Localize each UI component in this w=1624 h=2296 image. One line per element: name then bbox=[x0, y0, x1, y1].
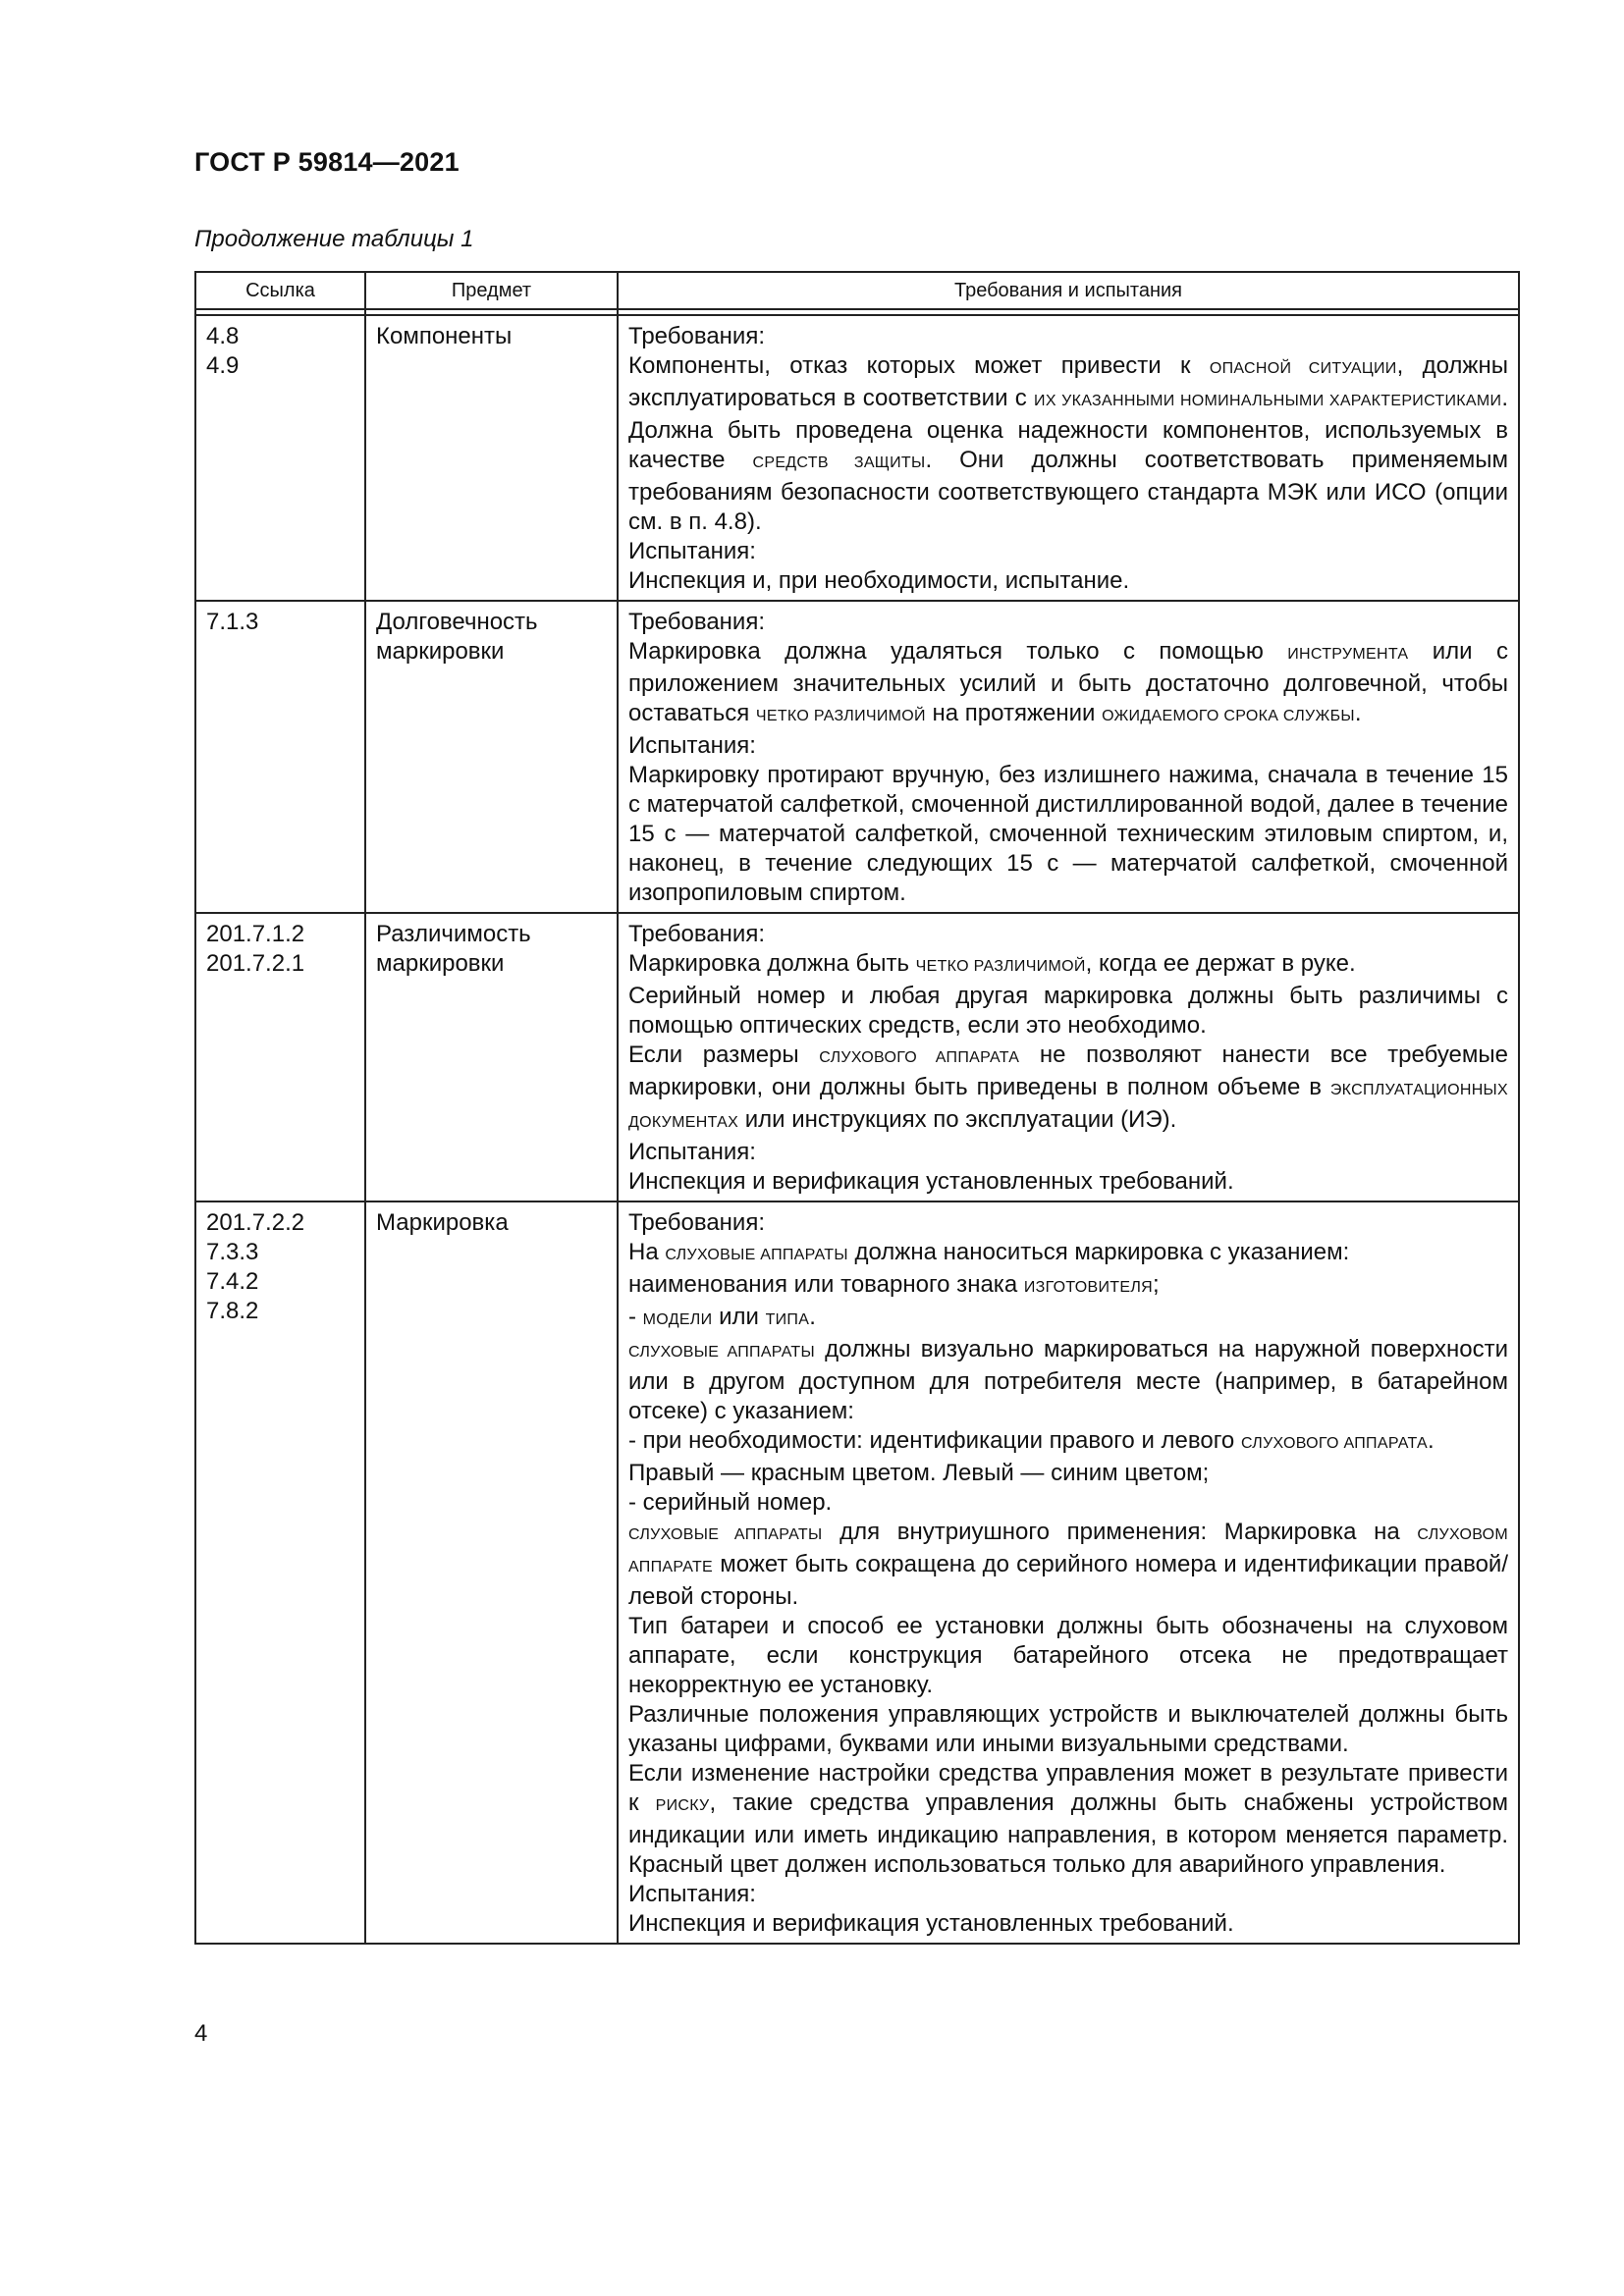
reference-cell bbox=[195, 315, 365, 601]
requirement-text: - при необходимости: идентификации правого и левого СЛУХОВОГО АППАРАТА. bbox=[628, 1427, 1435, 1454]
requirement-text: На СЛУХОВЫЕ АППАРАТЫ должна наноситься маркировка с указанием: bbox=[628, 1239, 1350, 1265]
reference: 201.7.2.1 bbox=[206, 950, 305, 977]
reference-cell bbox=[195, 913, 365, 1201]
tests-label: Испытания: bbox=[628, 1139, 756, 1165]
requirement-text: - серийный номер. bbox=[628, 1489, 833, 1516]
requirement-text: наименования или товарного знака ИЗГОТОВИТЕЛЯ; bbox=[628, 1271, 1160, 1298]
reference: 7.8.2 bbox=[206, 1298, 259, 1324]
column-header-subject: Предмет bbox=[365, 272, 618, 309]
requirement-text: Если изменение настройки средства управления может в результате привести к РИСКУ, такие средства управления должны быть снабжены устройством индикации или иметь индикацию направления, в котором меняется параметр. Красный цвет должен использоваться только для аварийного управления. bbox=[628, 1760, 1508, 1878]
test-text: Инспекция и верификация установленных требований. bbox=[628, 1910, 1234, 1937]
requirement-text: Маркировка должна удаляться только с помощью ИНСТРУМЕНТА или с приложением значительных усилий и быть достаточно долговечной, чтобы оставаться ЧЕТКО РАЗЛИЧИМОЙ на протяжении ОЖИДАЕМОГО СРОКА СЛУЖБЫ. bbox=[628, 638, 1508, 726]
reference: 7.1.3 bbox=[206, 609, 259, 635]
document-header: ГОСТ Р 59814—2021 bbox=[194, 147, 460, 177]
requirement-text: Правый — красным цветом. Левый — синим цветом; bbox=[628, 1460, 1210, 1486]
reference-cell bbox=[195, 601, 365, 913]
table-header-row bbox=[195, 272, 1519, 309]
reference: 7.4.2 bbox=[206, 1268, 259, 1295]
requirements-cell bbox=[618, 913, 1519, 1201]
test-text: Маркировку протирают вручную, без излишнего нажима, сначала в течение 15 с матерчатой салфеткой, смоченной дистиллированной водой, далее в течение 15 с — матерчатой салфеткой, смоченной техническим этиловым спиртом, и, наконец, в течение следующих 15 с — матерчатой салфеткой, смоченной изопропиловым спиртом. bbox=[628, 762, 1508, 906]
requirements-cell bbox=[618, 601, 1519, 913]
subject-cell: Компоненты bbox=[365, 315, 618, 601]
requirements-label: Требования: bbox=[628, 609, 765, 635]
requirement-text: Тип батареи и способ ее установки должны быть обозначены на слуховом аппарате, если конструкция батарейного отсека не предотвращает некорректную ее установку. bbox=[628, 1613, 1508, 1698]
table-row bbox=[195, 315, 1519, 601]
tests-label: Испытания: bbox=[628, 732, 756, 759]
requirement-text: Маркировка должна быть ЧЕТКО РАЗЛИЧИМОЙ, когда ее держат в руке. bbox=[628, 950, 1356, 977]
requirement-text: Различные положения управляющих устройств и выключателей должны быть указаны цифрами, буквами или иными визуальными средствами. bbox=[628, 1701, 1508, 1757]
reference: 7.3.3 bbox=[206, 1239, 259, 1265]
requirement-text: Серийный номер и любая другая маркировка должны быть различимы с помощью оптических средств, если это необходимо. bbox=[628, 983, 1508, 1039]
requirements-cell bbox=[618, 315, 1519, 601]
requirements-label: Требования: bbox=[628, 1209, 765, 1236]
subject-cell: Различимость маркировки bbox=[365, 913, 618, 1201]
reference: 201.7.1.2 bbox=[206, 921, 305, 947]
requirements-cell bbox=[618, 1201, 1519, 1944]
requirement-text: - МОДЕЛИ или ТИПА. bbox=[628, 1304, 816, 1330]
subject-cell: Маркировка bbox=[365, 1201, 618, 1944]
table-row bbox=[195, 601, 1519, 913]
test-text: Инспекция и верификация установленных требований. bbox=[628, 1168, 1234, 1195]
tests-label: Испытания: bbox=[628, 538, 756, 564]
column-header-requirements: Требования и испытания bbox=[618, 272, 1519, 309]
reference: 201.7.2.2 bbox=[206, 1209, 305, 1236]
table-row bbox=[195, 913, 1519, 1201]
requirement-text: СЛУХОВЫЕ АППАРАТЫ должны визуально маркироваться на наружной поверхности или в другом доступном для потребителя месте (например, в батарейном отсеке) с указанием: bbox=[628, 1336, 1508, 1424]
table-row bbox=[195, 1201, 1519, 1944]
requirement-text: Если размеры СЛУХОВОГО АППАРАТА не позволяют нанести все требуемые маркировки, они должны быть приведены в полном объеме в ЭКСПЛУАТАЦИОННЫХ ДОКУМЕНТАХ или инструкциях по эксплуатации (ИЭ). bbox=[628, 1041, 1508, 1133]
requirements-label: Требования: bbox=[628, 921, 765, 947]
requirements-label: Требования: bbox=[628, 323, 765, 349]
requirements-table bbox=[194, 271, 1520, 1945]
test-text: Инспекция и, при необходимости, испытание. bbox=[628, 567, 1130, 594]
page-number: 4 bbox=[194, 2020, 208, 2047]
column-header-reference: Ссылка bbox=[195, 272, 365, 309]
tests-label: Испытания: bbox=[628, 1881, 756, 1907]
reference-cell bbox=[195, 1201, 365, 1944]
requirement-text: СЛУХОВЫЕ АППАРАТЫ для внутриушного применения: Маркировка на СЛУХОВОМ АППАРАТЕ может быть сокращена до серийного номера и идентификации правой/левой стороны. bbox=[628, 1519, 1509, 1610]
reference: 4.9 bbox=[206, 352, 240, 379]
requirement-text: Компоненты, отказ которых может привести к ОПАСНОЙ СИТУАЦИИ, должны эксплуатироваться в соответствии с ИХ УКАЗАННЫМИ НОМИНАЛЬНЫМИ ХАРАКТЕРИСТИКАМИ. Должна быть проведена оценка надежности компонентов, используемых в качестве СРЕДСТВ ЗАЩИТЫ. Они должны соответствовать применяемым требованиям безопасности соответствующего стандарта МЭК или ИСО (опции см. в п. 4.8). bbox=[628, 352, 1508, 535]
subject-cell: Долговечность маркировки bbox=[365, 601, 618, 913]
reference: 4.8 bbox=[206, 323, 240, 349]
table-caption: Продолжение таблицы 1 bbox=[194, 226, 474, 252]
